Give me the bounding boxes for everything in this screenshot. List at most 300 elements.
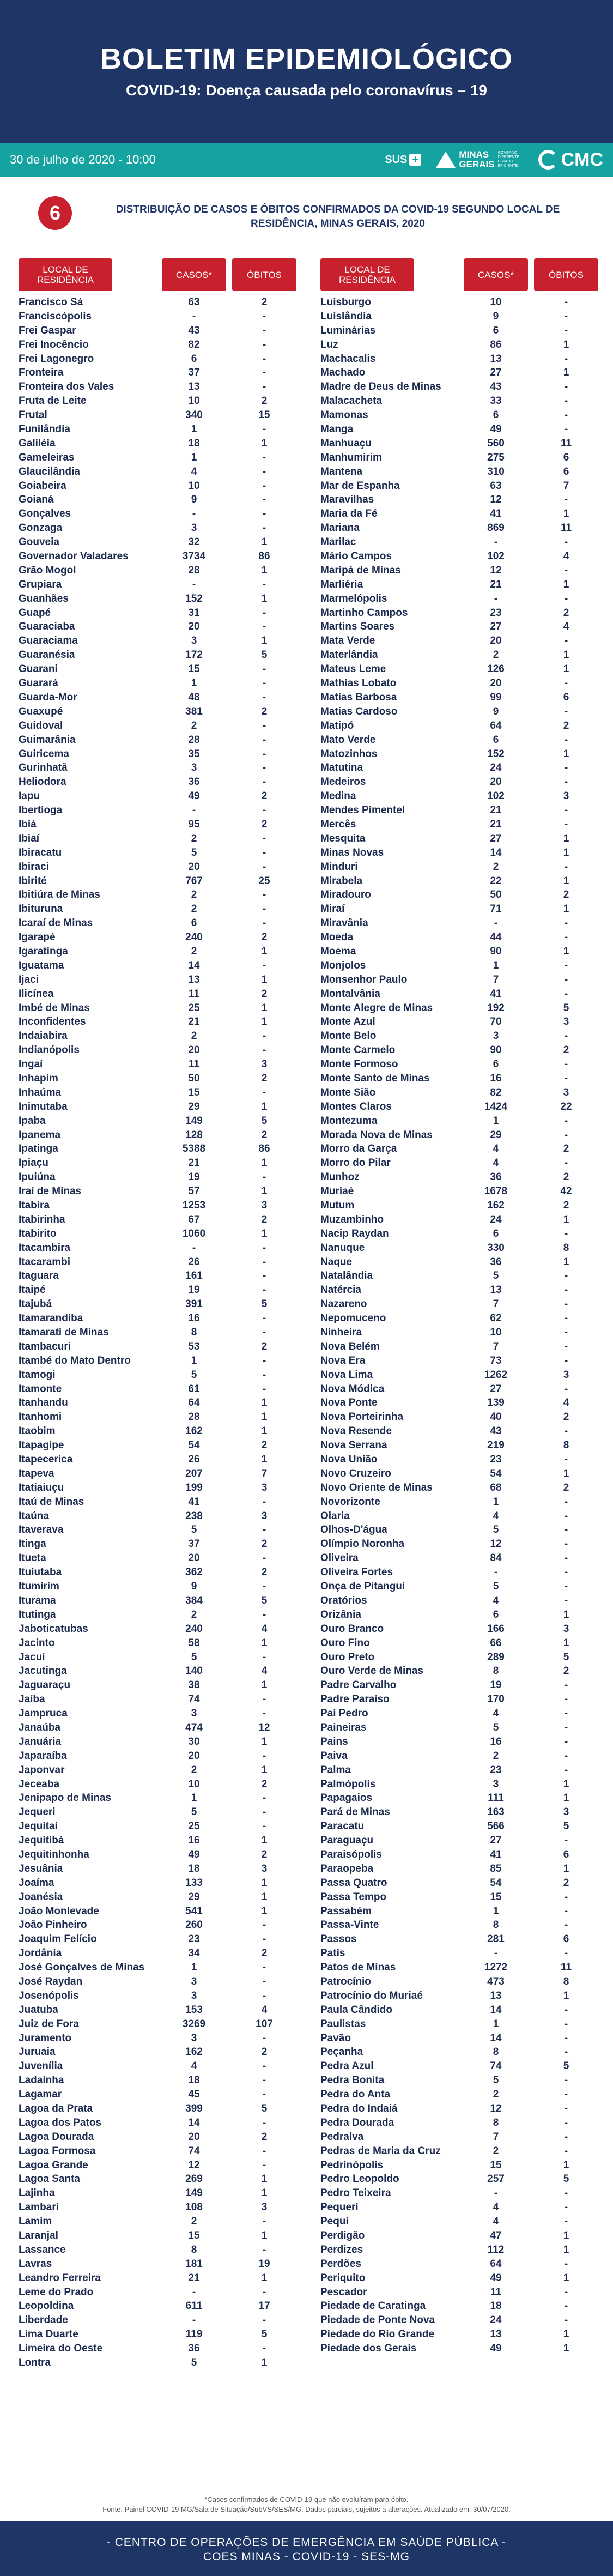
deaths-value: - (262, 424, 266, 436)
deaths-value: - (564, 1340, 568, 1352)
cases-value: 1 (191, 424, 197, 436)
deaths-value: - (262, 1030, 266, 1042)
municipality-name: Pedras de Maria da Cruz (320, 2145, 441, 2157)
municipality-name: Lagoa Dourada (19, 2131, 94, 2143)
municipality-name: Franciscópolis (19, 310, 92, 322)
table-row (320, 1509, 604, 1523)
cases-value: 149 (185, 1115, 203, 1127)
cases-value: 49 (188, 790, 200, 802)
deaths-value: - (564, 1298, 568, 1310)
cases-value: 18 (188, 1863, 200, 1874)
cases-value: 23 (490, 607, 502, 619)
municipality-name: Machacalis (320, 353, 376, 365)
cases-value: 6 (493, 734, 499, 746)
cases-value: 73 (490, 1354, 502, 1366)
table-row (320, 2059, 604, 2073)
table-row (320, 1467, 604, 1481)
cases-value: 474 (185, 1721, 203, 1733)
table-row (19, 2285, 302, 2300)
municipality-name: Itambacuri (19, 1340, 71, 1352)
deaths-value: 5 (563, 2060, 569, 2072)
deaths-value: 1 (563, 578, 569, 590)
municipality-name: Itamarati de Minas (19, 1327, 109, 1339)
cases-value: 3 (191, 2032, 197, 2044)
deaths-value: 1 (261, 1016, 268, 1028)
deaths-value: 1 (563, 663, 569, 675)
table-row (320, 1269, 604, 1283)
table-row (320, 2102, 604, 2116)
municipality-name: Mathias Lobato (320, 678, 397, 690)
municipality-name: Pescador (320, 2286, 367, 2298)
municipality-name: Materlândia (320, 649, 378, 661)
deaths-value: 2 (563, 889, 569, 901)
cases-value: 54 (490, 1467, 502, 1479)
table-row (19, 1410, 302, 1424)
deaths-value: 5 (563, 2173, 569, 2185)
municipality-name: Minduri (320, 861, 358, 873)
table-row (19, 1876, 302, 1890)
deaths-value: - (564, 1327, 568, 1339)
deaths-value: - (262, 748, 266, 760)
sus-logo (385, 154, 421, 166)
cases-value: 199 (185, 1481, 203, 1493)
deaths-value: - (564, 988, 568, 1000)
municipality-name: Perdões (320, 2258, 361, 2270)
municipality-name: Pedralva (320, 2131, 364, 2143)
table-row (320, 521, 604, 535)
municipality-name: Matozinhos (320, 748, 378, 760)
municipality-name: Jaguaraçu (19, 1679, 71, 1691)
deaths-value: 3 (563, 790, 569, 802)
table-row (320, 1156, 604, 1170)
municipality-name: Nova Módica (320, 1383, 385, 1395)
cases-value: 13 (490, 2329, 502, 2341)
table-row (320, 1043, 604, 1057)
table-row (320, 691, 604, 705)
table-row (19, 775, 302, 789)
cases-value: 5 (191, 1524, 197, 1536)
deaths-value: - (564, 1594, 568, 1606)
municipality-name: Paracatu (320, 1821, 365, 1833)
deaths-value: 4 (261, 1623, 268, 1635)
cases-value: 16 (188, 1835, 200, 1847)
table-row (19, 1904, 302, 1919)
table-row (320, 676, 604, 691)
cases-value: 340 (185, 409, 203, 421)
table-row (19, 2327, 302, 2342)
municipality-name: Orizânia (320, 1609, 361, 1620)
deaths-value: 1 (261, 973, 268, 985)
table-row (19, 1848, 302, 1862)
deaths-value: - (564, 1059, 568, 1071)
municipality-name: Mariana (320, 522, 360, 534)
deaths-value: 1 (563, 945, 569, 957)
cases-value: 330 (487, 1242, 505, 1254)
deaths-value: - (262, 846, 266, 858)
cases-value: 26 (188, 1454, 200, 1466)
cases-value: 25 (188, 1002, 200, 1014)
table-row (320, 507, 604, 521)
deaths-value: 1 (563, 2272, 569, 2284)
municipality-name: Nova Porteirinha (320, 1411, 404, 1423)
cases-value: 20 (188, 1552, 200, 1564)
cases-value: 1253 (182, 1200, 206, 1211)
table-row (320, 2271, 604, 2285)
municipality-name: Limeira do Oeste (19, 2343, 103, 2355)
municipality-name: Ijaci (19, 973, 39, 985)
deaths-value: - (262, 776, 266, 788)
deaths-value: - (564, 2018, 568, 2030)
table-row (19, 1086, 302, 1100)
cases-value: 6 (493, 409, 499, 421)
municipality-name: Nanuque (320, 1242, 365, 1254)
table-row (320, 930, 604, 945)
deaths-value: 1 (563, 875, 569, 887)
deaths-value: 1 (563, 1778, 569, 1790)
table-row (19, 902, 302, 916)
deaths-value: 86 (258, 551, 270, 563)
deaths-value: 1 (261, 437, 268, 449)
table-row (19, 1819, 302, 1834)
cases-value: 4 (493, 1708, 499, 1720)
cases-value: 281 (487, 1933, 505, 1945)
table-row (19, 1678, 302, 1692)
cases-value: 8 (493, 2046, 499, 2058)
table-row (320, 1819, 604, 1834)
table-row (19, 719, 302, 733)
deaths-value: - (564, 2046, 568, 2058)
municipality-name: Monte Formoso (320, 1059, 398, 1071)
cases-value: 27 (490, 1383, 502, 1395)
municipality-name: Mário Campos (320, 551, 392, 563)
deaths-value: - (262, 1270, 266, 1282)
deaths-value: 1 (261, 1397, 268, 1409)
cases-value: 71 (490, 903, 502, 915)
municipality-name: Japonvar (19, 1764, 65, 1776)
deaths-value: 1 (563, 832, 569, 844)
table-row (19, 493, 302, 507)
cases-value: 63 (490, 480, 502, 492)
municipality-name: Muzambinho (320, 1213, 384, 1225)
cases-value: 95 (188, 818, 200, 830)
table-row (19, 634, 302, 648)
municipality-name: Itutinga (19, 1609, 56, 1620)
deaths-value: 3 (261, 2202, 268, 2214)
municipality-name: Jesuânia (19, 1863, 63, 1874)
table-row (320, 310, 604, 324)
deaths-value: 1 (563, 2329, 569, 2341)
cases-value: 1 (191, 451, 197, 463)
municipality-name: Periquito (320, 2272, 366, 2284)
deaths-value: - (564, 1524, 568, 1536)
deaths-value: 1 (261, 635, 268, 647)
cases-value: 152 (185, 592, 203, 604)
municipality-name: Pai Pedro (320, 1708, 368, 1720)
header-deaths: ÓBITOS (534, 258, 598, 291)
cases-value: 1 (493, 1496, 499, 1508)
municipality-name: Pedro Teixeira (320, 2187, 391, 2199)
table-row (320, 1692, 604, 1707)
cases-value: 4 (191, 465, 197, 477)
table-row (19, 394, 302, 408)
table-row (19, 1184, 302, 1199)
municipality-name: Ibiraci (19, 861, 49, 873)
municipality-name: Pedra do Indaiá (320, 2103, 398, 2114)
municipality-name: Laranjal (19, 2230, 58, 2242)
table-row (19, 860, 302, 874)
deaths-value: - (262, 310, 266, 322)
mg-logo-line2: GERAIS (459, 159, 495, 170)
cases-value: 2 (191, 719, 197, 731)
table-row (19, 2172, 302, 2186)
table-row (19, 1438, 302, 1453)
deaths-value: - (564, 2103, 568, 2114)
deaths-value: 2 (563, 719, 569, 731)
table-row (320, 578, 604, 592)
cases-value: 181 (185, 2258, 203, 2270)
table-row (320, 1650, 604, 1665)
table-row (19, 564, 302, 578)
deaths-value: 1 (563, 748, 569, 760)
deaths-value: - (564, 424, 568, 436)
municipality-name: Patos de Minas (320, 1962, 396, 1974)
table-row (320, 1142, 604, 1156)
municipality-name: Januária (19, 1736, 62, 1747)
cases-value: 310 (487, 465, 505, 477)
header-residence: LOCAL DE RESIDÊNCIA (320, 258, 414, 291)
table-row (19, 1043, 302, 1057)
deaths-value: 1 (261, 1736, 268, 1747)
deaths-value: 5 (261, 2329, 268, 2341)
municipality-name: Itatiaiuçu (19, 1481, 64, 1493)
deaths-value: - (564, 1383, 568, 1395)
deaths-value: - (262, 762, 266, 774)
cases-value: 2 (191, 1609, 197, 1620)
table-row (320, 874, 604, 888)
table-row (19, 1255, 302, 1269)
table-row (19, 606, 302, 620)
municipality-name: Nazareno (320, 1298, 367, 1310)
deaths-value: - (262, 1962, 266, 1974)
table-row (19, 620, 302, 634)
table-row (19, 2257, 302, 2271)
deaths-value: - (564, 1581, 568, 1593)
table-row (320, 846, 604, 860)
cases-value: 11 (490, 2286, 502, 2298)
table-row (19, 2200, 302, 2215)
cases-value: 473 (487, 1975, 505, 1987)
cases-value: 2 (191, 2216, 197, 2228)
deaths-value: 1 (563, 1467, 569, 1479)
municipality-name: Passa Tempo (320, 1891, 387, 1903)
municipality-name: Olaria (320, 1510, 350, 1522)
municipality-name: Grão Mogol (19, 564, 76, 576)
cases-value: 560 (487, 437, 505, 449)
table-row (320, 1424, 604, 1438)
deaths-value: - (564, 1115, 568, 1127)
cases-value: 20 (188, 621, 200, 633)
cases-value: 16 (188, 1313, 200, 1325)
cases-value: 49 (188, 1848, 200, 1860)
table-row (320, 394, 604, 408)
cases-value: 64 (188, 1397, 200, 1409)
municipality-name: Onça de Pitangui (320, 1581, 405, 1593)
municipality-name: Itueta (19, 1552, 46, 1564)
deaths-value: 1 (563, 1256, 569, 1268)
municipality-name: Mendes Pimentel (320, 805, 405, 817)
deaths-value: - (262, 1694, 266, 1706)
municipality-name: Juramento (19, 2032, 72, 2044)
municipality-name: Itajubá (19, 1298, 52, 1310)
deaths-value: - (262, 1044, 266, 1056)
municipality-name: Passa-Vinte (320, 1919, 379, 1931)
cases-value: 399 (185, 2103, 203, 2114)
deaths-value: 1 (261, 1002, 268, 1014)
table-row (19, 874, 302, 888)
cases-value: 36 (490, 1256, 502, 1268)
cases-value: 43 (490, 1425, 502, 1437)
cases-value: 36 (188, 2343, 200, 2355)
table-row (19, 549, 302, 564)
deaths-value: 107 (256, 2018, 273, 2030)
cases-value: 391 (185, 1298, 203, 1310)
table-row (19, 1975, 302, 1989)
table-row (19, 1354, 302, 1368)
deaths-value: 6 (563, 1848, 569, 1860)
municipality-name: Maria da Fé (320, 508, 378, 520)
table-row (19, 1100, 302, 1114)
cases-value: 10 (188, 395, 200, 407)
cases-value: - (192, 2314, 196, 2326)
deaths-value: - (262, 1327, 266, 1339)
page-subtitle: COVID-19: Doença causada pelo coronavírus – 19 (126, 82, 487, 99)
cases-value: 28 (188, 564, 200, 576)
table-row (19, 1961, 302, 1975)
table-row (19, 1495, 302, 1509)
municipality-name: Jequeri (19, 1806, 56, 1818)
municipality-name: Marilac (320, 536, 356, 548)
municipality-name: Jequitinhonha (19, 1848, 89, 1860)
cases-value: 611 (185, 2300, 203, 2312)
deaths-value: 2 (563, 1877, 569, 1889)
municipality-name: Minas Novas (320, 846, 384, 858)
cases-value: 7 (493, 1340, 499, 1352)
municipality-name: João Pinheiro (19, 1919, 87, 1931)
municipality-name: Piedade do Rio Grande (320, 2329, 435, 2341)
deaths-value: 3 (261, 1481, 268, 1493)
municipality-name: Jacuí (19, 1651, 45, 1663)
municipality-name: Morro do Pilar (320, 1157, 391, 1169)
deaths-value: - (564, 2089, 568, 2101)
municipality-name: Frei Lagonegro (19, 353, 94, 365)
deaths-value: 4 (563, 621, 569, 633)
municipality-name: José Gonçalves de Minas (19, 1962, 145, 1974)
deaths-value: 5 (563, 1821, 569, 1833)
cases-value: 15 (188, 2230, 200, 2242)
table-row (19, 648, 302, 662)
cases-value: - (494, 1948, 498, 1960)
table-row (320, 1015, 604, 1029)
table-row (320, 2229, 604, 2243)
municipality-name: Madre de Deus de Minas (320, 381, 441, 393)
deaths-value: 1 (261, 2272, 268, 2284)
table-row (320, 634, 604, 648)
table-row (19, 916, 302, 930)
municipality-name: Fronteira dos Vales (19, 381, 114, 393)
cases-value: 8 (493, 1665, 499, 1677)
cases-value: 275 (487, 451, 505, 463)
cases-value: 21 (490, 818, 502, 830)
deaths-value: - (564, 1736, 568, 1747)
deaths-value: - (564, 2216, 568, 2228)
municipality-name: Mato Verde (320, 734, 376, 746)
municipality-name: Ingaí (19, 1059, 43, 1071)
cases-value: 49 (490, 2343, 502, 2355)
table-row (320, 662, 604, 676)
cases-value: 4 (493, 1594, 499, 1606)
cases-value: 74 (188, 1694, 200, 1706)
deaths-value: 1 (261, 564, 268, 576)
deaths-value: 1 (261, 1835, 268, 1847)
municipality-name: Pains (320, 1736, 348, 1747)
deaths-value: 3 (563, 1369, 569, 1381)
table-row (19, 422, 302, 437)
table-row (19, 1664, 302, 1678)
table-row (320, 1932, 604, 1946)
cases-value: 74 (188, 2145, 200, 2157)
deaths-value: - (564, 635, 568, 647)
deaths-value: - (262, 734, 266, 746)
table-row (19, 310, 302, 324)
cases-value: 3734 (182, 551, 206, 563)
table-row (320, 2088, 604, 2102)
cases-value: 11 (188, 1059, 200, 1071)
cases-value: 23 (188, 1933, 200, 1945)
municipality-name: Montes Claros (320, 1100, 392, 1112)
municipality-name: Guapé (19, 607, 51, 619)
cases-value: 24 (490, 2314, 502, 2326)
table-row (320, 2045, 604, 2059)
municipality-name: Pedra Dourada (320, 2117, 394, 2128)
cases-value: 2 (191, 889, 197, 901)
deaths-value: 1 (261, 536, 268, 548)
table-row (320, 380, 604, 394)
deaths-value: 1 (261, 1425, 268, 1437)
deaths-value: 3 (563, 1806, 569, 1818)
cases-value: 10 (490, 1327, 502, 1339)
deaths-value: 1 (261, 1877, 268, 1889)
cases-value: 7 (493, 973, 499, 985)
cases-value: 35 (188, 748, 200, 760)
deaths-value: - (262, 1990, 266, 2001)
municipality-name: Manhuaçu (320, 437, 372, 449)
table-row (320, 606, 604, 620)
deaths-value: 1 (563, 508, 569, 520)
deaths-value: - (564, 917, 568, 929)
cases-value: 58 (188, 1637, 200, 1649)
cases-value: 8 (191, 2244, 197, 2255)
table-row (19, 1170, 302, 1184)
deaths-value: 2 (261, 395, 268, 407)
table-row (320, 1608, 604, 1622)
municipality-name: Maripá de Minas (320, 564, 401, 576)
cases-value: 219 (487, 1440, 505, 1452)
deaths-value: - (262, 1750, 266, 1762)
table-row (19, 1396, 302, 1410)
cases-value: 11 (188, 988, 200, 1000)
municipality-name: Iapu (19, 790, 40, 802)
cases-value: 47 (490, 2230, 502, 2242)
